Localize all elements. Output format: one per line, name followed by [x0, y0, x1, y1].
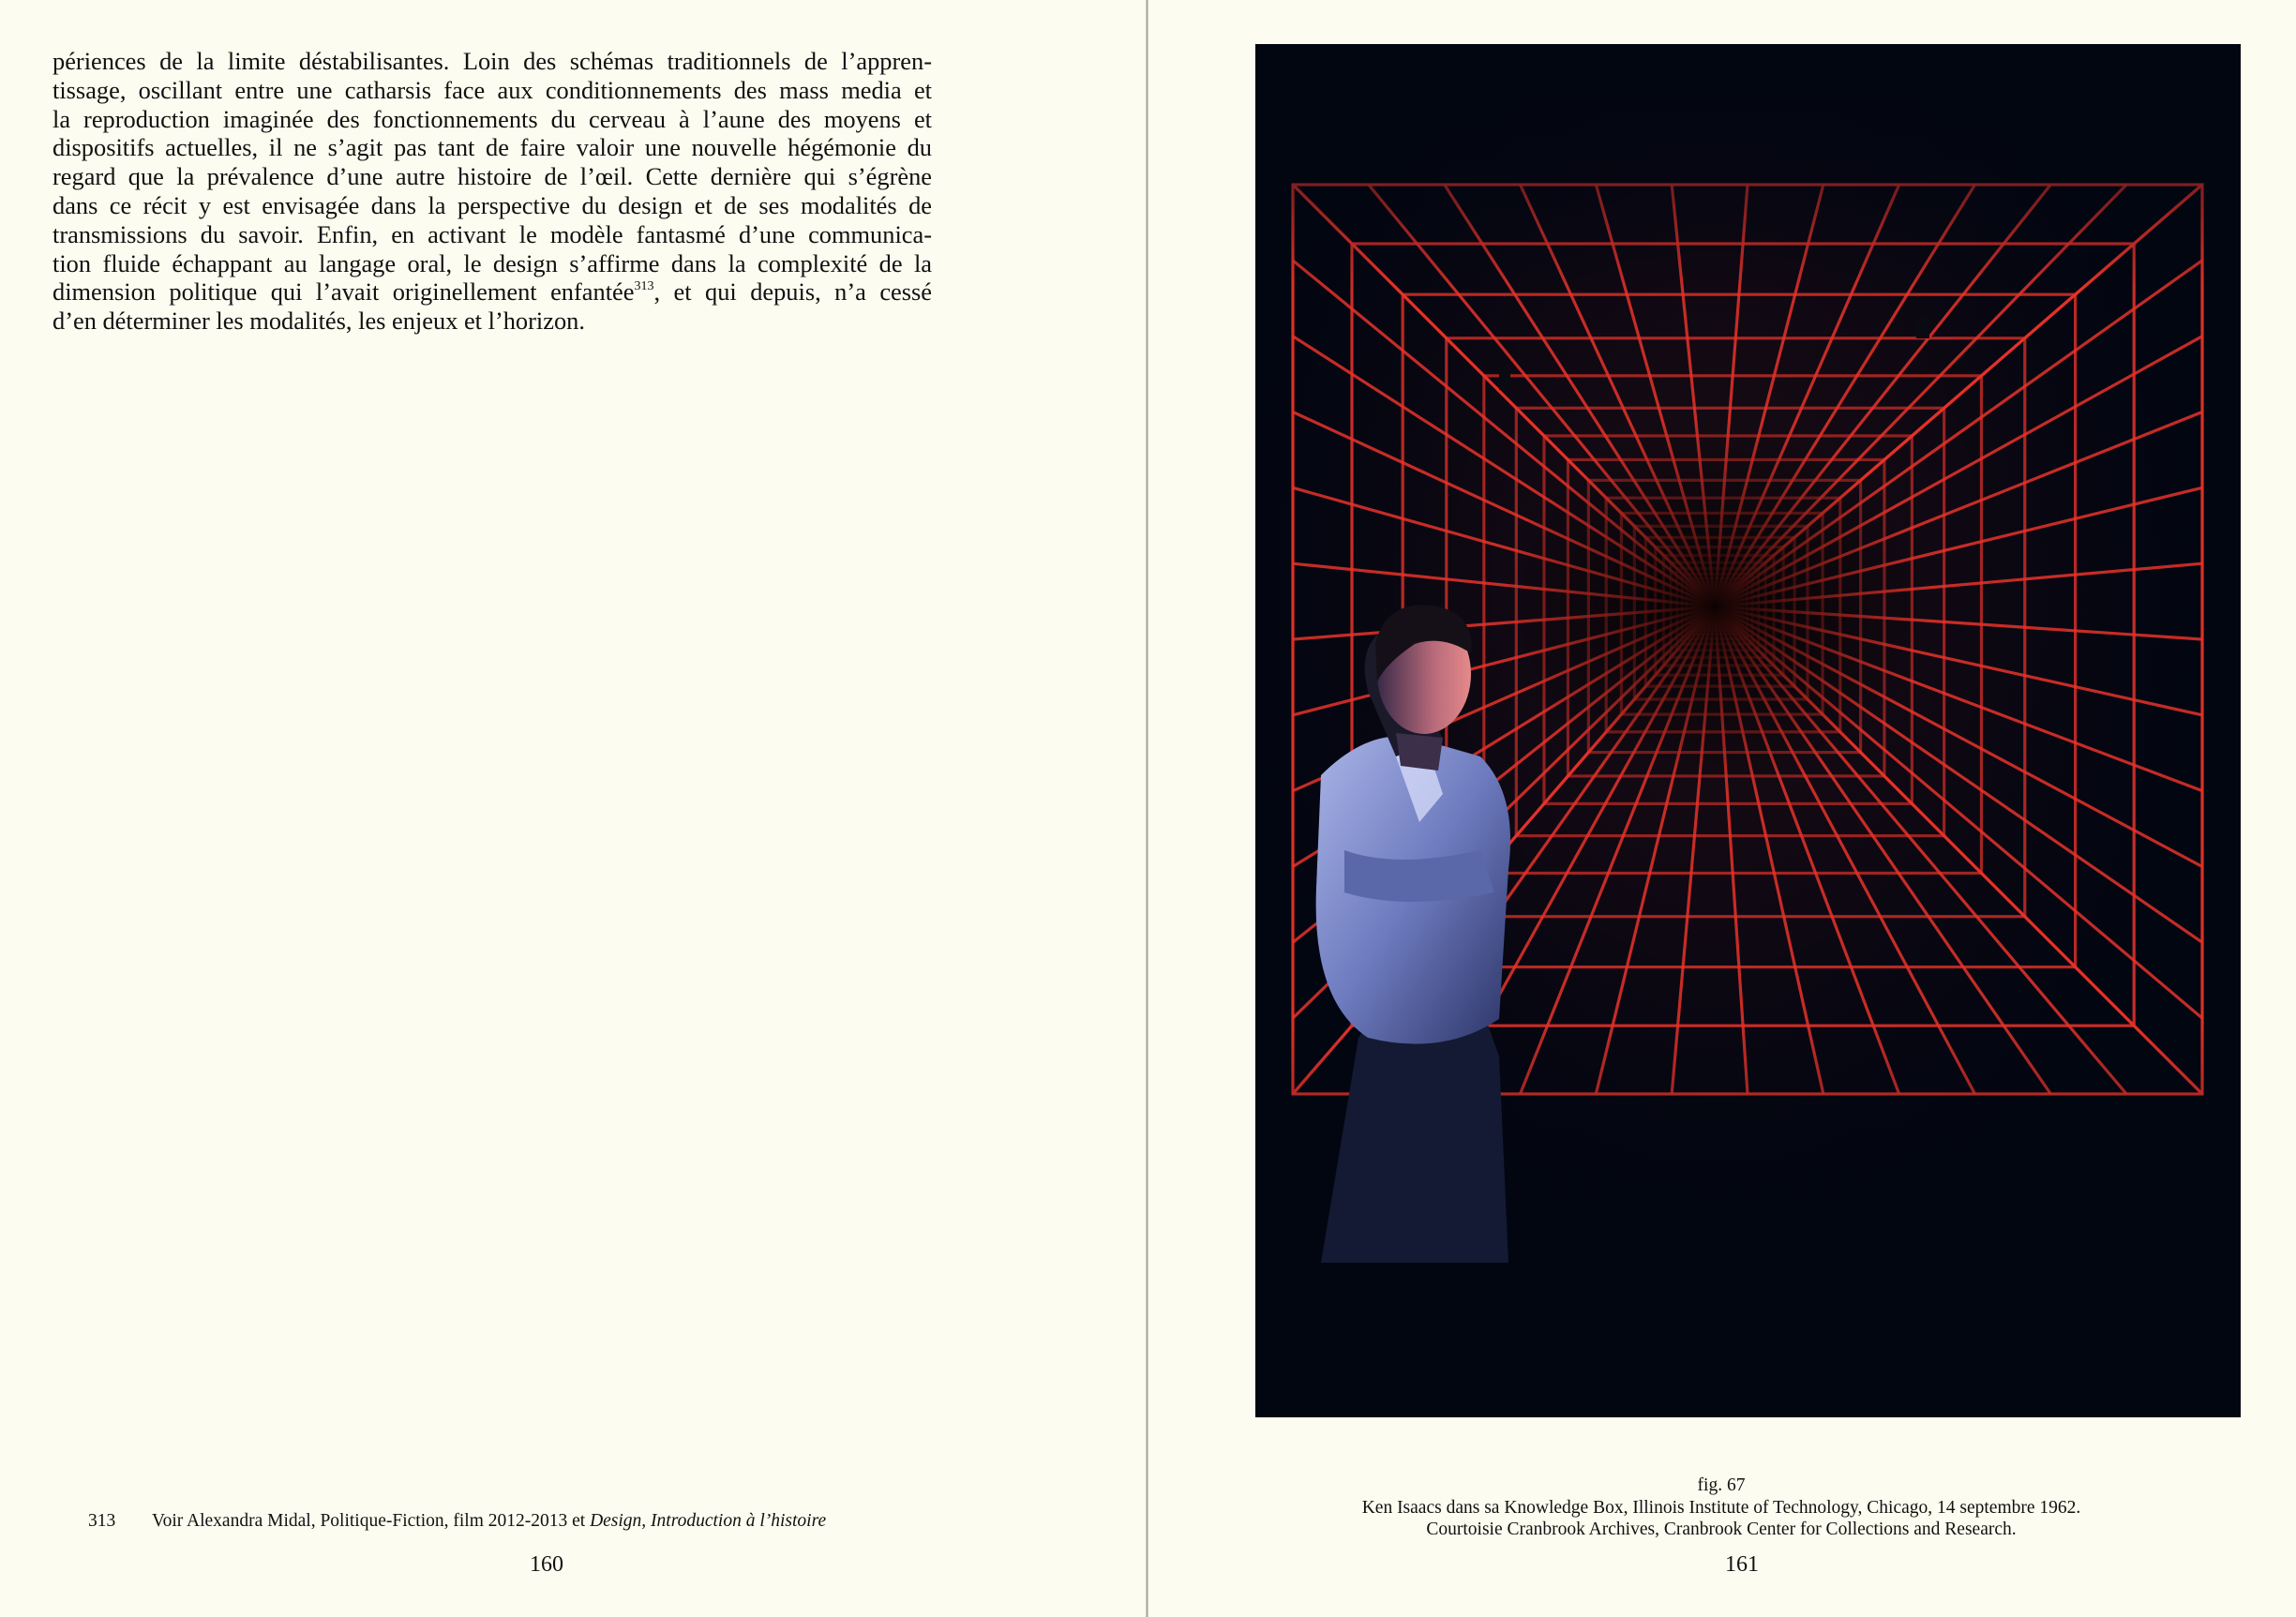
text-segment: , et qui depuis, n’a cessé — [653, 277, 932, 307]
text-line: regard que la prévalence d’une autre histoire de l’œil. Cette dernière qui s’égrène — [53, 162, 932, 191]
vanishing-point-shadow — [1499, 419, 1930, 794]
body-paragraph — [53, 47, 932, 336]
text-line: transmissions du savoir. Enfin, en activant le modèle fantasmé d’une communica- — [53, 219, 932, 248]
footnote-text: Voir Alexandra Midal, Politique-Fiction, film 2012-2013 et — [152, 1511, 591, 1531]
text-line: la reproduction imaginée des fonctionnements du cerveau à l’aune des moyens et — [53, 104, 932, 133]
text-line: d’en déterminer les modalités, les enjeux et l’horizon. — [53, 307, 585, 336]
text-line: tion fluide échappant au langage oral, le design s’affirme dans la complexité de la — [53, 248, 932, 277]
page-number-right: 161 — [1725, 1552, 1759, 1577]
footnote — [88, 1511, 826, 1532]
figure-caption — [1163, 1475, 2280, 1541]
text-line: dans ce récit y est envisagée dans la perspective du design et de ses modalités de — [53, 190, 932, 219]
text-line — [53, 277, 932, 307]
text-line: tissage, oscillant entre une catharsis face aux conditionnements des mass media et — [53, 75, 932, 104]
footnote-number: 313 — [88, 1511, 116, 1531]
text-segment: dimension politique qui l’avait originellement enfantée — [53, 277, 635, 307]
page-number-left: 160 — [530, 1552, 563, 1577]
top-fade — [1255, 44, 2241, 288]
figure-label: fig. 67 — [1697, 1475, 1746, 1495]
text-line: périences de la limite déstabilisantes. Loin des schémas traditionnels de l’appren- — [53, 47, 932, 75]
caption-line: Courtoisie Cranbrook Archives, Cranbrook Center for Collections and Research. — [1426, 1520, 2017, 1539]
grid-fixture — [1916, 316, 1929, 338]
text-line: dispositifs actuelles, il ne s’agit pas tant de faire valoir une nouvelle hégémonie du — [53, 133, 932, 162]
footnote-reference[interactable]: 313 — [634, 279, 654, 294]
grid-fixture — [1499, 367, 1510, 390]
knowledge-box-photo — [1255, 44, 2241, 1417]
figure-photo — [1255, 44, 2241, 1417]
caption-line: Ken Isaacs dans sa Knowledge Box, Illinois Institute of Technology, Chicago, 14 septembre 1962. — [1361, 1497, 2081, 1518]
footnote-title: Design, Introduction à l’histoire — [590, 1511, 827, 1531]
